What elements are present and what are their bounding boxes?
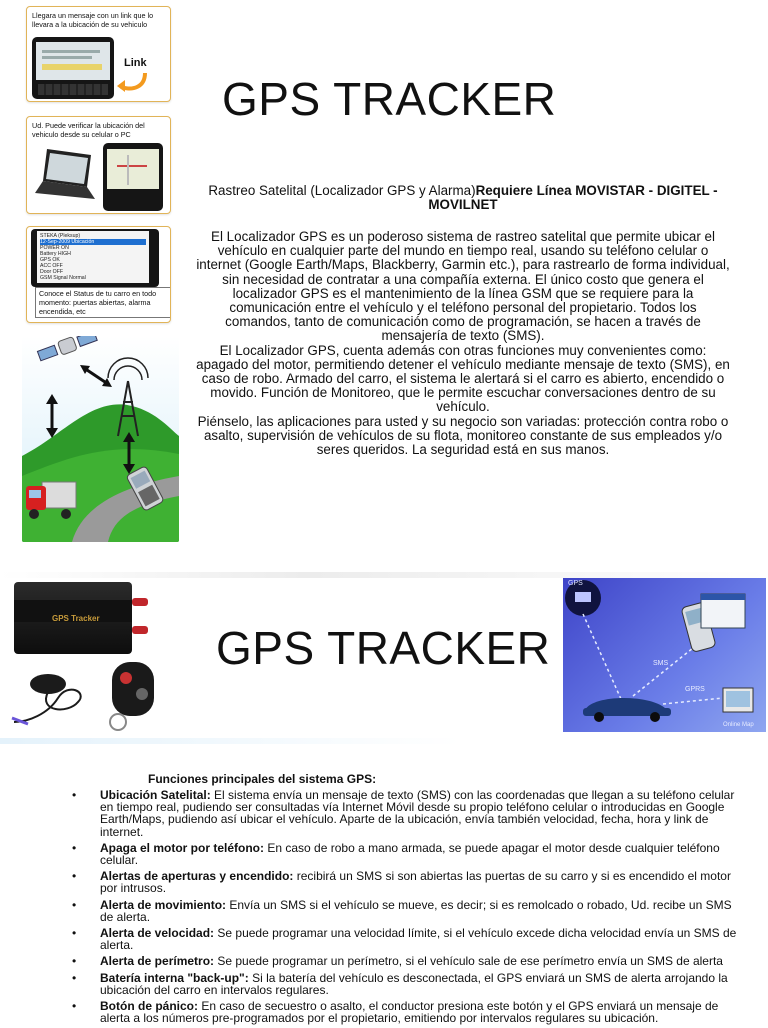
sms-link-card	[26, 6, 171, 102]
sms-label: SMS	[653, 660, 669, 667]
features-heading: Funciones principales del sistema GPS:	[148, 772, 377, 786]
verify-location-card-text: Ud. Puede verificar la ubicación del vehiculo desde su celular o PC	[32, 121, 145, 139]
remote-keyfob-icon	[104, 658, 164, 732]
bullet-icon: •	[72, 970, 77, 985]
antenna-connector	[132, 598, 148, 606]
verify-location-card	[26, 116, 171, 214]
section-title: GPS TRACKER	[216, 622, 551, 674]
microphone-cable-icon	[8, 662, 98, 732]
tracking-illustration	[22, 336, 179, 542]
online-map-label: Online Map	[723, 722, 754, 728]
phone-image	[103, 143, 163, 211]
list-item: • Alerta de velocidad: Se puede programar una velocidad límite, si el vehículo excede dicha velocidad envía un SMS de alerta.	[72, 926, 737, 953]
laptop-icon	[33, 145, 99, 205]
tracking-scene	[22, 336, 179, 542]
map-window-icon	[701, 594, 745, 628]
list-item: • Apaga el motor por teléfono: En caso de robo a mano armada, se puede apagar el motor desde cualquier teléfono celular.	[72, 840, 720, 868]
description-paragraph-2: El Localizador GPS, cuenta además con otras funciones muy convenientes como: apagado del motor, permitiendo detener el vehículo mediante mensaje de texto (SMS), en caso de robo. Armado del carro, el sistema le alertará si el carro es abierto, encendido o movido. Función de Monitoreo, que le permite escuchar conversaciones dentro de su vehículo.	[196, 342, 730, 415]
gps-device-label: GPS Tracker	[52, 614, 100, 623]
gprs-label: GPRS	[685, 686, 705, 693]
status-card	[26, 226, 171, 323]
lead-paragraph	[198, 184, 728, 212]
page-title: GPS TRACKER	[222, 73, 557, 125]
car-icon	[583, 698, 671, 722]
gps-network-diagram	[563, 578, 766, 732]
list-item: • Alertas de aperturas y encendido: recibirá un SMS si son abiertas las puertas de su carro y si es encendido el motor por intrusos.	[72, 869, 731, 896]
lead-bold: Requiere Línea MOVISTAR - DIGITEL - MOVILNET	[428, 183, 718, 212]
gps-device-photo	[8, 578, 168, 738]
list-item: • Botón de pánico: En caso de secuestro o asalto, el conductor presiona este botón y el GPS enviará un mensaje de alerta a los números pre-programados por el propietario, emitiendo por intervalos regulares su ubicación.	[72, 999, 719, 1026]
bullet-icon: •	[72, 926, 77, 941]
list-item: • Alerta de movimiento: Envía un SMS si el vehículo se mueve, es decir; si es remolcado o robado, Ud. recibe un SMS de alerta.	[72, 897, 732, 924]
list-item: • Alerta de perímetro: Se puede programar un perímetro, si el vehículo sale de ese perímetro envía un SMS de alerta	[72, 954, 723, 969]
network-lines	[563, 578, 766, 732]
satellite-icon	[575, 592, 591, 602]
description-paragraph-1: El Localizador GPS es un poderoso sistema de rastreo satelital que permite ubicar el vehículo en cualquier parte del mundo en tiempo real, usando su teléfono celular o internet (Google Earth/Maps, Blackberry, Garmin etc.), para rastrearlo de forma individual, sin necesidad de contratar a una compañía externa. El único costo que genera el localizador GPS es el mantenimiento de la línea GSM que se requiere para la comunicación entre el vehículo y el teléfono personal del propietario. Todos los comandos, tanto de comunicación como de programación, se hacen a través de mensajería de texto (SMS).	[196, 229, 730, 344]
link-label: Link	[124, 57, 147, 69]
lead-plain: Rastreo Satelital (Localizador GPS y Alarma)	[208, 183, 476, 198]
bullet-icon: •	[72, 788, 77, 802]
bullet-icon: •	[72, 999, 77, 1014]
curved-arrow-icon	[115, 69, 149, 95]
description-text	[196, 230, 730, 457]
gps-label: GPS	[568, 580, 583, 587]
antenna-connector	[132, 626, 148, 634]
bullet-icon: •	[72, 954, 77, 969]
bullet-icon: •	[72, 869, 77, 884]
list-item: • Batería interna "back-up": Si la batería del vehículo es desconectada, el GPS enviará un SMS de alerta arrojando la ubicación del carro en intervalos regulares.	[72, 970, 728, 997]
band-bottom-rule	[0, 738, 768, 744]
gps-device-box	[14, 582, 132, 654]
bullet-icon: •	[72, 897, 77, 912]
computer-icon	[723, 688, 753, 712]
phone-image	[32, 37, 114, 99]
description-paragraph-3: Piénselo, las aplicaciones para usted y su negocio son variadas: protección contra robo o asalto, supervisión de vehículos de su flota, monitoreo constante de sus empleados y/o seres queridos. La seguridad está en sus manos.	[197, 413, 729, 458]
sms-link-card-text: Llegara un mensaje con un link que lo llevara a la ubicación de su vehiculo	[32, 11, 154, 29]
features-list	[72, 789, 748, 1028]
status-card-text: Conoce el Status de tu carro en todo momento: puertas abiertas, alarma encendida, etc	[35, 287, 171, 318]
list-item: • Ubicación Satelital: El sistema envía un mensaje de texto (SMS) con las coordenadas que llegan a su teléfono celular en tiempo real, pudiendo ser consultadas vía Internet Móvil desde su propio teléfono celular o introducidas en Google Earth/Maps, pudiendo así ubicar el vehículo. Aparte de la ubicación, envía también velocidad, fecha, hora y link de internet.	[72, 788, 735, 839]
bullet-icon: •	[72, 840, 77, 855]
phone-image: STEKA (Pleksup) 12-Sep-2009 Ubicación POWER ON Battery HIGH GPS OK ACC OFF Door OFF GSM Signal Normal	[31, 229, 159, 287]
